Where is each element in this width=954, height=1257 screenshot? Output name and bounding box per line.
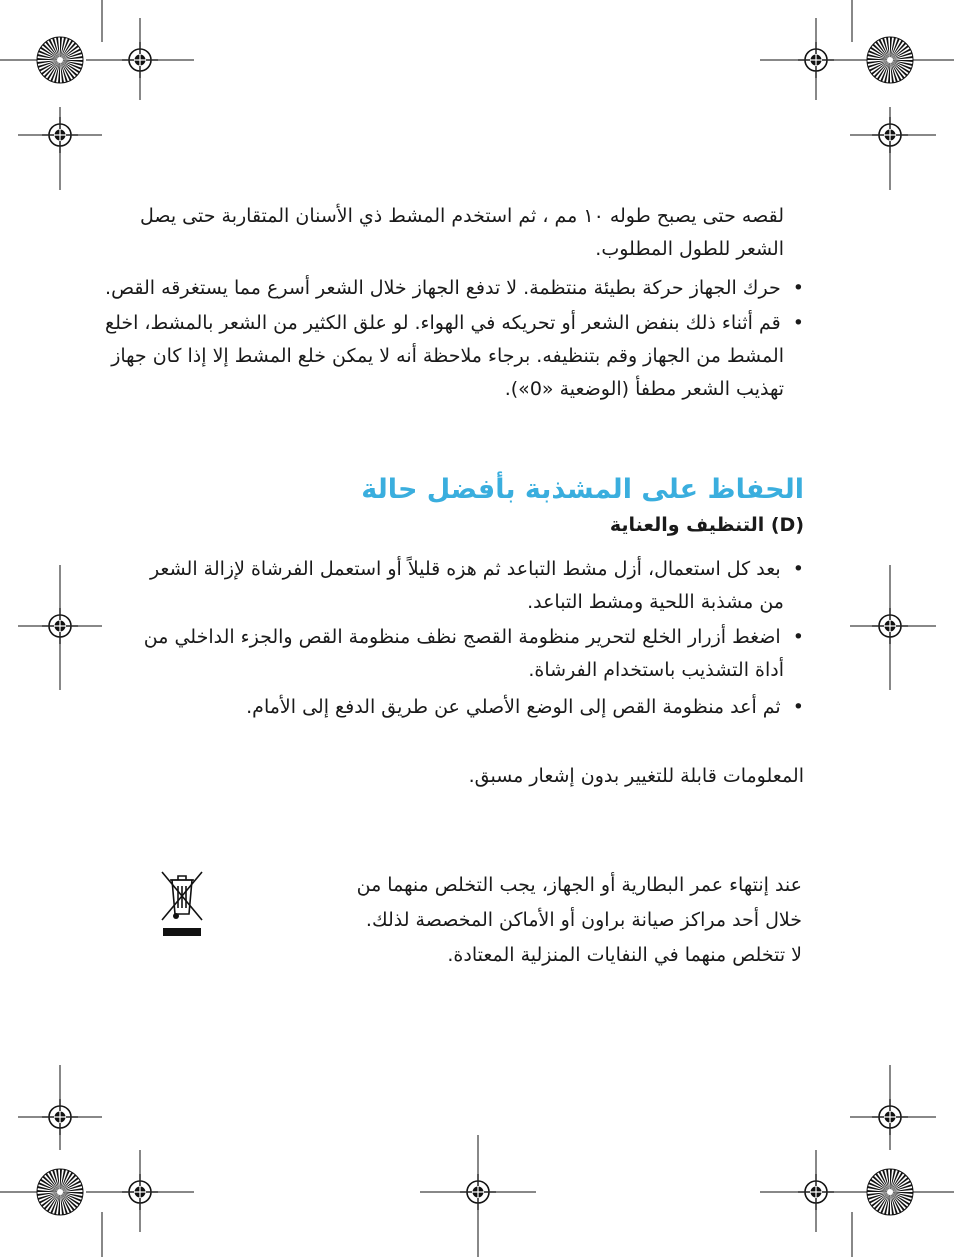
bullet-text: • اضغط أزرار الخلع لتحرير منظومة القصج نظف منظومة القص والجزء الداخلي من — [143, 626, 804, 648]
bullet-text: • قم أثناء ذلك بنفض الشعر أو تحريكه في الهواء. لو علق الكثير من الشعر بالمشط، اخلع — [104, 312, 804, 334]
starburst-target-icon — [37, 1169, 83, 1215]
bullet-text: • ثم أعد منظومة القص إلى الوضع الأصلي عن طريق الدفع إلى الأمام. — [246, 696, 804, 718]
change-notice: المعلومات قابلة للتغيير بدون إشعار مسبق. — [468, 765, 804, 787]
starburst-target-icon — [867, 1169, 913, 1215]
bullet-marker: • — [780, 277, 804, 299]
crossed-out-wheelie-bin-icon — [158, 870, 206, 940]
list-item — [105, 272, 804, 305]
bullet-marker: • — [780, 626, 804, 648]
list-item — [144, 621, 804, 687]
bullet-text: • حرك الجهاز حركة بطيئة منتظمة. لا تدفع الجهاز خلال الشعر أسرع مما يستغرقه القص. — [105, 277, 804, 299]
disposal-line-1: عند إنتهاء عمر البطارية أو الجهاز، يجب التخلص منهما من — [356, 874, 802, 896]
disposal-line-2: خلال أحد مراكز صيانة براون أو الأماكن المخصصة لذلك. — [365, 909, 802, 931]
bullet-text: • بعد كل استعمال، أزل مشط التباعد ثم هزه قليلاً أو استعمل الفرشاة لإزالة الشعر — [149, 558, 804, 580]
bullet-marker: • — [780, 696, 804, 718]
starburst-target-icon — [37, 37, 83, 83]
bullet-text: من مشذبة اللحية ومشط التباعد. — [527, 591, 784, 613]
section-subtitle: (D) التنظيف والعناية — [609, 514, 804, 536]
bullet-marker: • — [780, 312, 804, 334]
intro-line-2: الشعر للطول المطلوب. — [595, 238, 784, 260]
bullet-marker: • — [780, 558, 804, 580]
bullet-text: تهذيب الشعر مطفأ (الوضعية «0»). — [504, 378, 784, 400]
bullet-text: المشط من الجهاز وقم بتنظيفه. برجاء ملاحظة أنه لا يمكن خلع المشط إلا إذا كان جهاز — [111, 345, 784, 367]
list-item — [150, 553, 804, 619]
disposal-line-3: لا تتخلص منهما في النفايات المنزلية المعتادة. — [447, 944, 802, 966]
list-item — [246, 691, 804, 724]
intro-paragraph — [140, 200, 784, 266]
bullet-text: أداة التشذيب باستخدام الفرشاة. — [528, 659, 784, 681]
intro-line-1: لقصه حتى يصبح طوله ١٠ مم ، ثم استخدم المشط ذي الأسنان المتقاربة حتى يصل — [139, 205, 784, 227]
section-title: الحفاظ على المشذبة بأفضل حالة — [361, 474, 804, 505]
starburst-target-icon — [867, 37, 913, 83]
list-item — [105, 307, 804, 406]
disposal-paragraph — [357, 868, 802, 973]
